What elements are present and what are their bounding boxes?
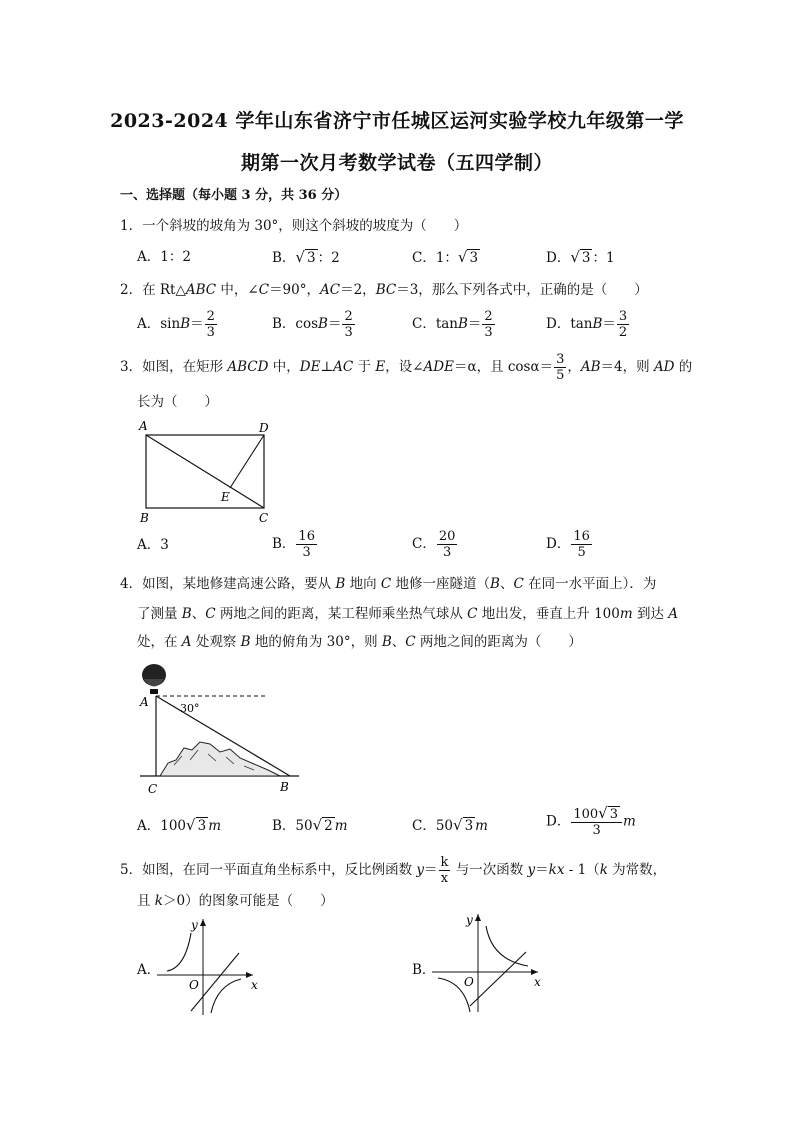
q2-var: B [592,316,603,332]
q4-part: 、 [191,606,206,622]
q2-eq: ＝ [467,316,482,332]
q5-var: k [599,862,608,878]
q2-var: ABC [185,282,217,298]
fraction [554,352,566,383]
sqrt-sign: √ 3 [453,816,474,834]
q5-part: 5．如图，在同一平面直角坐标系中，反比例函数 [120,862,417,878]
q2-option-d [546,309,630,340]
sqrt-sign: √ 3 [457,248,479,266]
hot-air-balloon-icon [142,664,166,694]
sqrt-sign: √ 3 [598,804,618,822]
q1-d-tail: ：1 [592,250,615,266]
q4-part: 地出发，垂直上升 100 [477,606,620,622]
q5-part: ＝ [535,862,549,878]
label-b: B [280,780,289,794]
q3-var: AB [580,359,601,375]
fraction [437,529,458,560]
q5-part: ＞0）的图象可能是（ ） [162,893,334,909]
q4-option-a [137,815,221,836]
q4-c-rad: 3 [464,818,474,834]
q1-option-b [272,247,340,268]
q4-var: B [381,634,392,650]
axis-x-label: x [534,975,541,989]
q3-part: ＝α，且 cosα＝ [453,359,554,375]
numerator: 20 [438,529,456,544]
numerator: 3 [556,352,565,367]
q4-part: 地的俯角为 30°，则 [250,634,382,650]
q2-stem-part: 中，∠ [216,282,259,298]
q4-var: C [513,576,524,592]
q2-eq: ＝ [190,316,204,332]
q3-part: ，设∠ [385,359,424,375]
q2-stem-part: ＝3，那么下列各式中，正确的是（ ） [396,282,648,298]
q1-b-rad: 3 [306,250,316,266]
q4-c-pre: C．50 [412,818,454,834]
q4-option-c [412,815,488,836]
q4-part: 地修一座隧道（ [391,576,491,592]
diagonal-ac [146,435,264,508]
fraction [296,529,317,560]
q2-option-b [272,309,356,340]
q3-part: 于 [353,359,376,375]
exam-title-line2: 期第一次月考数学试卷（五四学制） [240,152,553,174]
axis-y-label: y [466,913,473,927]
q4-option-b [272,815,348,836]
q4-var: A [668,606,679,622]
q1-b-tail: ：2 [317,250,340,266]
q4-unit: m [475,818,488,834]
origin-label: O [189,978,199,992]
q2-var: C [258,282,270,298]
q1-option-a: A．1：2 [137,249,191,265]
q3-var: ADE [423,359,454,375]
q2-a-label: A．sin [137,316,181,332]
origin-label: O [464,975,474,989]
denominator: 5 [556,368,565,383]
q3-rectangle-figure [136,418,286,526]
denominator: 2 [618,325,628,340]
denominator: 3 [484,325,493,340]
q5-part: ＝ [424,862,438,878]
fraction [482,309,494,340]
q3-d-label: D． [546,536,571,552]
q4-a-pre: A．100 [137,818,187,834]
q2-stem-part: ＝2， [340,282,376,298]
q3-var: AC [333,359,354,375]
q1-option-d [546,247,615,268]
q1-c-rad: 3 [469,250,479,266]
q4-balloon-figure [134,660,304,795]
q3-c-label: C． [412,536,436,552]
q4-var: B [240,634,251,650]
q5-option-a-label: A． [137,962,161,978]
label-e: E [221,490,230,504]
q2-c-label: C．tan [412,316,458,332]
label-c: C [259,511,269,525]
q5-var: kx [548,862,565,878]
fraction [439,855,451,886]
q4-var: B [490,576,500,592]
label-a: A [140,695,149,709]
q1-b-label: B． [272,250,296,266]
q3-option-d [546,529,593,560]
q4-stem-line1 [120,574,656,594]
hyperbola-branch-1 [486,926,528,966]
q4-part: 两地之间的距离为（ ） [415,634,582,650]
q2-option-c [412,309,496,340]
q4-stem-line2 [137,604,678,624]
q4-var: C [467,606,478,622]
q4-part: 地向 [345,576,381,592]
q4-var: C [205,606,216,622]
q1-option-c [412,247,480,268]
sqrt-sign: √ 3 [570,248,591,266]
q3-option-c [412,529,458,560]
q2-var: AC [320,282,341,298]
q2-eq: ＝ [602,316,616,332]
q3-stem [120,352,692,383]
q4-part: 两地之间的距离，某工程师乘坐热气球从 [215,606,468,622]
q3-part: 中， [268,359,300,375]
q3-option-a: A．3 [137,537,169,553]
q5-option-b-label: B． [412,962,436,978]
q3-var: AD [653,359,675,375]
q3-b-label: B． [272,536,296,552]
q5-part: 为常数， [607,862,667,878]
q3-option-b [272,529,318,560]
q4-b-rad: 2 [324,818,333,834]
q2-stem-pre: 2．在 Rt△ [120,282,186,298]
q5-option-a-graph [155,913,265,1018]
q2-stem [120,280,648,300]
q4-b-pre: B．50 [272,818,313,834]
label-c: C [148,782,158,795]
q3-var: ABCD [227,359,269,375]
q3-var: E [375,359,386,375]
section-heading: 一、选择题（每小题 3 分，共 36 分） [120,188,348,203]
q1-c-label: C．1： [412,250,458,266]
q2-d-label: D．tan [546,316,593,332]
q5-var: y [416,862,425,878]
denominator: 3 [344,325,353,340]
fraction [205,309,217,340]
axis-x-label: x [251,978,258,992]
fraction [571,529,592,560]
q4-unit: m [334,818,348,834]
denominator: 3 [302,545,311,560]
numerator: 2 [206,309,215,324]
q4-part: 、 [391,634,406,650]
q4-var: B [181,606,192,622]
q2-var: B [180,316,191,332]
q2-var: B [318,316,328,332]
q1-d-rad: 3 [581,250,591,266]
denominator: 3 [442,545,452,560]
q4-var: A [181,634,192,650]
numerator [571,806,622,823]
fraction [571,806,622,838]
q5-stem-line1 [120,855,666,886]
q3-part: ， [567,359,581,375]
q2-stem-part: ＝90°， [269,282,320,298]
numerator: 2 [484,309,493,324]
segment-de [230,435,264,488]
hyperbola-branch-2 [167,933,191,971]
q4-unit: m [623,813,636,830]
q3-part: ⊥ [320,359,334,375]
q4-part: 了测量 [137,606,182,622]
axis-y-label: y [191,918,198,932]
q4-var: C [380,576,392,592]
q2-var: BC [375,282,397,298]
q4-stem-line3 [137,632,582,652]
q3-part: 的 [674,359,693,375]
q2-option-a [137,309,218,340]
denominator: 5 [577,545,586,560]
q2-eq: ＝ [327,316,342,332]
q4-var: m [619,606,633,622]
denominator: 3 [206,325,215,340]
q4-part: 、 [499,576,514,592]
hyperbola-branch-4 [211,979,241,1013]
q4-option-d [546,806,636,838]
numerator: 3 [618,309,628,324]
q4-part: 处观察 [191,634,241,650]
q4-d-rad: 3 [609,807,618,822]
q4-d-num: 100 [573,807,599,822]
q4-var: B [335,576,346,592]
label-d: D [259,421,269,435]
denominator: x [440,871,449,886]
angle-label: 30° [180,702,200,715]
fraction [342,309,354,340]
q3-var: DE [299,359,321,375]
q5-stem-line2 [137,891,334,911]
q1-stem: 1．一个斜坡的坡角为 30°，则这个斜坡的坡度为（ ） [120,218,468,234]
q5-part: 且 [137,893,155,909]
q4-d-label: D． [546,813,571,830]
sqrt-sign: √ 2 [312,816,333,834]
denominator: 3 [592,823,601,838]
q2-var: B [458,316,468,332]
q5-var: y [527,862,536,878]
fraction [617,309,629,340]
numerator: 2 [344,309,353,324]
q5-var: k [154,893,163,909]
sqrt-sign: √ 3 [186,816,207,834]
q5-option-b-graph [430,908,545,1018]
q3-part: ＝4，则 [600,359,654,375]
label-b: B [140,511,149,525]
label-a: A [139,419,148,433]
q4-var: C [405,634,416,650]
q4-part: 在同一水平面上）．为 [523,576,657,592]
q4-part: 到达 [632,606,669,622]
q4-a-rad: 3 [197,818,207,834]
numerator: 16 [298,529,315,544]
numerator: k [440,855,449,870]
q4-part: 4．如图，某地修建高速公路，要从 [120,576,336,592]
q5-part: - 1（ [564,862,600,878]
q3-part: 3．如图，在矩形 [120,359,228,375]
q5-part: 与一次函数 [451,862,528,878]
q3-stem-line2: 长为（ ） [137,394,218,410]
exam-title-line1: 2023-2024 学年山东省济宁市任城区运河实验学校九年级第一学 [110,110,684,132]
sqrt-sign: √ 3 [295,248,316,266]
numerator: 16 [573,529,590,544]
q4-unit: m [208,818,221,834]
q1-d-label: D． [546,250,571,266]
q2-b-label: B．cos [272,316,319,332]
q4-part: 处，在 [137,634,182,650]
